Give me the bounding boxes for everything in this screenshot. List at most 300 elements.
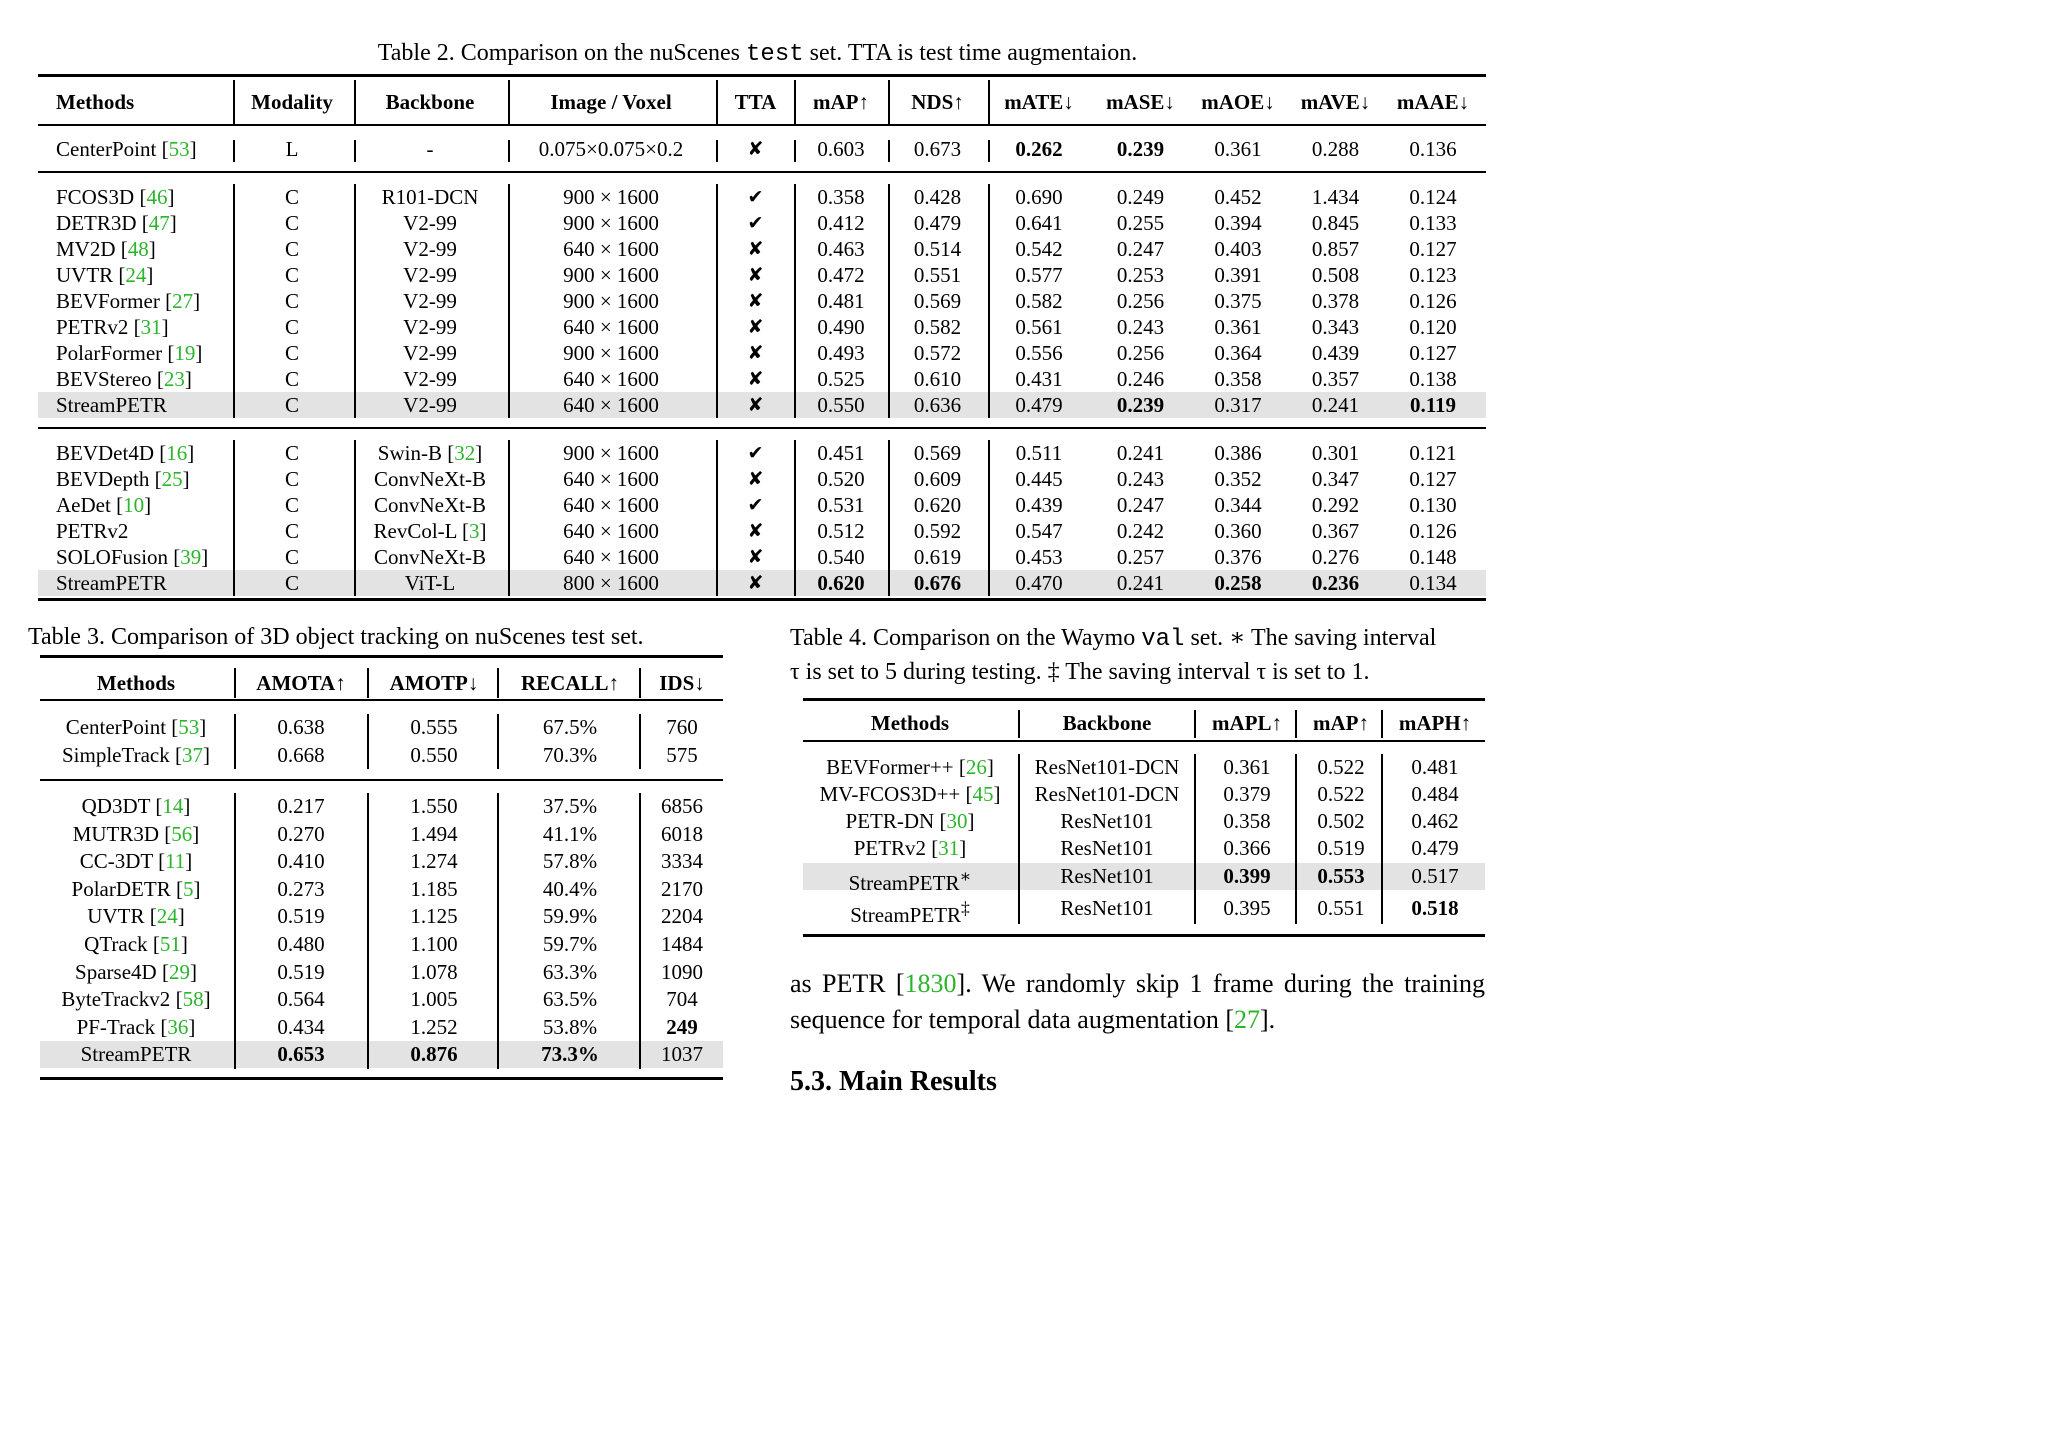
table3-cell-recall bbox=[502, 821, 638, 848]
cell-text: 2170 bbox=[661, 876, 703, 901]
table2-header-10 bbox=[1288, 80, 1383, 124]
cell-text: 0.239 bbox=[1116, 137, 1165, 161]
cell-text: 640 × 1600 bbox=[563, 393, 659, 417]
cell-text: 0.592 bbox=[913, 519, 962, 543]
cell-text: PF-Track bbox=[76, 1014, 156, 1039]
table2-cell-res bbox=[508, 570, 714, 596]
table2-cell-mAAE bbox=[1383, 314, 1483, 340]
table2-cell-method: AeDet [10] bbox=[56, 493, 152, 517]
cell-text: SimpleTrack bbox=[62, 742, 170, 767]
citation: 24 bbox=[156, 904, 178, 929]
table2-header-4 bbox=[718, 80, 793, 124]
table2-cell-mASE bbox=[1093, 570, 1188, 596]
table2-cell-mAVE bbox=[1288, 392, 1383, 418]
table2-cell-res bbox=[508, 262, 714, 288]
table2-cell-mAOE bbox=[1188, 210, 1288, 236]
table3-cell-amotp bbox=[370, 959, 498, 986]
table2-cell-tta bbox=[718, 366, 793, 392]
table-rule bbox=[40, 1077, 723, 1080]
cell-text: ResNet101-DCN bbox=[1034, 782, 1180, 806]
cell-text: 1090 bbox=[661, 959, 703, 984]
cell-text: 0.247 bbox=[1116, 237, 1165, 261]
table2-cell-backbone bbox=[356, 262, 504, 288]
cell-text: QD3DT bbox=[81, 794, 151, 818]
table4-caption: Table 4. Comparison on the Waymo val set. ∗ The saving interval τ is set to 5 during testing. ‡ The saving interval τ is set to 1. bbox=[790, 625, 1437, 685]
cell-text: V2-99 bbox=[403, 211, 457, 235]
table2-cell-tta bbox=[718, 288, 793, 314]
cell-text: ByteTrackv2 bbox=[61, 987, 171, 1012]
table2-cell-modality bbox=[233, 570, 351, 596]
table3-cell-amotp bbox=[370, 848, 498, 875]
table2-cell-NDS bbox=[890, 392, 985, 418]
table2-cell-method: PETRv2 [31] bbox=[56, 315, 169, 339]
cell-text: V2-99 bbox=[403, 341, 457, 365]
cell-text: AMOTP↓ bbox=[389, 671, 479, 695]
cell-text: 63.5% bbox=[542, 987, 598, 1012]
table3-row bbox=[40, 848, 723, 875]
column-separator bbox=[794, 440, 796, 596]
table2-cell-mAVE bbox=[1288, 544, 1383, 570]
cell-text: CC-3DT bbox=[79, 849, 153, 874]
table4-header-2 bbox=[1197, 710, 1297, 737]
column-separator bbox=[1018, 710, 1020, 738]
table2-cell-mASE bbox=[1093, 466, 1188, 492]
cell-text: 0.479 bbox=[1015, 393, 1063, 417]
table4-cell-backbone bbox=[1021, 835, 1193, 862]
column-separator bbox=[639, 714, 641, 769]
table3-row bbox=[40, 714, 723, 741]
cell-text: 640 × 1600 bbox=[563, 237, 659, 261]
cell-text: 0.479 bbox=[913, 211, 962, 235]
cell-text: MV2D bbox=[56, 237, 116, 261]
table3-cell-method: Sparse4D [29] bbox=[75, 959, 197, 984]
cell-text: 0.553 bbox=[1317, 864, 1365, 888]
table2-cell-tta bbox=[718, 492, 793, 518]
table2-cell-modality bbox=[233, 262, 351, 288]
column-separator bbox=[988, 184, 990, 418]
table2-cell-method: UVTR [24] bbox=[56, 263, 154, 287]
table2-cell-mATE bbox=[988, 210, 1090, 236]
table2-cell-mAAE bbox=[1383, 440, 1483, 466]
citation: 36 bbox=[167, 1014, 189, 1039]
table2-cell-mASE bbox=[1093, 392, 1188, 418]
table2-cell-mAP bbox=[796, 136, 886, 162]
table3-cell-amota bbox=[236, 821, 366, 848]
cell-text: 0.360 bbox=[1214, 519, 1262, 543]
table2-cell-mAAE bbox=[1383, 340, 1483, 366]
table4-cell-backbone bbox=[1021, 863, 1193, 890]
table2-row bbox=[38, 210, 1486, 236]
table2-cell-tta bbox=[718, 136, 793, 162]
table2-cell-mATE bbox=[988, 288, 1090, 314]
table2-cell-mAOE bbox=[1188, 136, 1288, 162]
cell-text: Backbone bbox=[385, 90, 475, 114]
cell-text: 73.3% bbox=[541, 1042, 599, 1067]
table2-cell-res bbox=[508, 440, 714, 466]
cell-text: 0.242 bbox=[1116, 519, 1165, 543]
table2-cell-modality bbox=[233, 366, 351, 392]
cell-text: 0.518 bbox=[1411, 896, 1459, 920]
cell-text: 0.547 bbox=[1015, 519, 1063, 543]
cell-text: 0.481 bbox=[1411, 755, 1459, 779]
table2-cell-mAP bbox=[796, 492, 886, 518]
cell-text: 0.138 bbox=[1409, 367, 1457, 391]
cell-text: 0.439 bbox=[1311, 341, 1360, 365]
cell-text: 1.185 bbox=[410, 876, 458, 901]
table2-cell-mAOE bbox=[1188, 466, 1288, 492]
table4-cell-map bbox=[1299, 863, 1383, 890]
table3-cell-recall bbox=[502, 986, 638, 1013]
cell-text: 0.462 bbox=[1411, 809, 1459, 833]
cell-text: 0.256 bbox=[1116, 341, 1165, 365]
table3-cell-method: SimpleTrack [37] bbox=[62, 742, 210, 767]
column-separator bbox=[508, 184, 510, 418]
table2-cell-mATE bbox=[988, 440, 1090, 466]
cell-text: 0.434 bbox=[277, 1014, 325, 1039]
table4-cell-maph bbox=[1385, 754, 1485, 781]
table2-row bbox=[38, 136, 1486, 162]
cell-text: mAAE↓ bbox=[1396, 90, 1470, 114]
citation: 25 bbox=[161, 467, 183, 491]
cell-text: 0.653 bbox=[277, 1042, 325, 1067]
cell-text: DETR3D bbox=[56, 211, 137, 235]
cell-text: mAPL↑ bbox=[1212, 711, 1282, 735]
table2-cell-mAP bbox=[796, 236, 886, 262]
table4-cell-method: PETR-DN [30] bbox=[845, 809, 975, 833]
table4-cell-method bbox=[803, 895, 1017, 927]
table3-cell-amotp bbox=[370, 1014, 498, 1041]
table2-row bbox=[38, 340, 1486, 366]
cell-text: 0.550 bbox=[817, 393, 865, 417]
cell-text: 0.463 bbox=[817, 237, 865, 261]
citation: 48 bbox=[127, 237, 149, 261]
cell-text: 0.431 bbox=[1015, 367, 1063, 391]
table3-cell-ids bbox=[642, 959, 722, 986]
cell-text: ✘ bbox=[747, 572, 764, 594]
citation: 3 bbox=[468, 519, 480, 543]
table4-cell-maph bbox=[1385, 863, 1485, 890]
cell-text: 0.620 bbox=[817, 571, 865, 595]
table2-cell-tta bbox=[718, 518, 793, 544]
cell-text: 3334 bbox=[661, 849, 703, 874]
cell-text: 0.484 bbox=[1411, 782, 1459, 806]
table2-cell-backbone bbox=[356, 288, 504, 314]
table2-cell-tta bbox=[718, 184, 793, 210]
table2-cell-res bbox=[508, 366, 714, 392]
column-separator bbox=[988, 80, 990, 124]
cell-text: 0.246 bbox=[1116, 367, 1165, 391]
table2-cell-mAAE bbox=[1383, 210, 1483, 236]
column-separator bbox=[354, 440, 356, 596]
cell-text: 0.512 bbox=[817, 519, 865, 543]
table2-cell-mAP bbox=[796, 288, 886, 314]
table2-cell-mAP bbox=[796, 210, 886, 236]
table2-cell-tta bbox=[718, 544, 793, 570]
table2-cell-method: SOLOFusion [39] bbox=[56, 545, 209, 569]
table4-cell-maph bbox=[1385, 835, 1485, 862]
table2-cell-mAAE bbox=[1383, 570, 1483, 596]
cell-text: IDS↓ bbox=[659, 671, 705, 695]
cell-text: ✘ bbox=[747, 342, 764, 364]
cell-text: 900 × 1600 bbox=[563, 263, 659, 287]
table2-cell-mASE bbox=[1093, 210, 1188, 236]
cell-text: C bbox=[284, 393, 299, 417]
table-rule bbox=[38, 171, 1486, 173]
table3-cell-recall bbox=[502, 714, 638, 741]
table2-header-1 bbox=[233, 80, 351, 124]
table3-cell-method: ByteTrackv2 [58] bbox=[61, 987, 211, 1012]
table2-cell-mAOE bbox=[1188, 236, 1288, 262]
body-paragraph: as PETR [1830]. We randomly skip 1 frame during the training sequence for temporal data augmentation [27]. bbox=[790, 969, 1485, 1034]
table2-cell-mAP bbox=[796, 466, 886, 492]
cell-text: 0.148 bbox=[1409, 545, 1457, 569]
table2-cell-tta bbox=[718, 236, 793, 262]
table2-header-5 bbox=[796, 80, 886, 124]
table3-cell-ids bbox=[642, 1014, 722, 1041]
column-separator bbox=[234, 668, 236, 698]
table2-cell-method: DETR3D [47] bbox=[56, 211, 177, 235]
table2-cell-modality bbox=[233, 236, 351, 262]
table3-cell-amota bbox=[236, 876, 366, 903]
table2-cell-NDS bbox=[890, 492, 985, 518]
cell-text: 0.493 bbox=[817, 341, 865, 365]
column-separator bbox=[497, 668, 499, 698]
column-separator bbox=[716, 140, 718, 162]
table2-cell-res bbox=[508, 518, 714, 544]
cell-text: 0.410 bbox=[277, 849, 325, 874]
cell-text: QTrack bbox=[84, 932, 148, 956]
cell-text: 0.609 bbox=[913, 467, 962, 491]
table2-cell-res bbox=[508, 492, 714, 518]
table3-row bbox=[40, 821, 723, 848]
cell-text: 1.252 bbox=[410, 1014, 458, 1039]
cell-text: 0.845 bbox=[1311, 211, 1360, 235]
table2-cell-tta bbox=[718, 570, 793, 596]
table2-cell-res bbox=[508, 466, 714, 492]
table4-cell-mapl bbox=[1197, 895, 1297, 922]
table2-cell-tta bbox=[718, 466, 793, 492]
table2-cell-mAOE bbox=[1188, 340, 1288, 366]
table3-cell-amota bbox=[236, 959, 366, 986]
cell-text: Image / Voxel bbox=[550, 90, 672, 114]
cell-text: mAP↑ bbox=[813, 90, 869, 114]
cell-text: C bbox=[284, 467, 299, 491]
cell-text: 0.453 bbox=[1015, 545, 1063, 569]
cell-text: C bbox=[284, 185, 299, 209]
cell-text: 0.556 bbox=[1015, 341, 1063, 365]
table4-cell-map bbox=[1299, 781, 1383, 808]
cell-text: ConvNeXt-B bbox=[374, 545, 486, 569]
cell-text: 0.480 bbox=[277, 932, 325, 956]
cell-text: 0.347 bbox=[1311, 467, 1360, 491]
cell-text: R101-DCN bbox=[381, 185, 479, 209]
table2-cell-mAP bbox=[796, 366, 886, 392]
cell-text: 0.367 bbox=[1311, 519, 1360, 543]
column-separator bbox=[497, 714, 499, 769]
table3-cell-amota bbox=[236, 931, 366, 958]
citation: 30 bbox=[946, 809, 968, 833]
table2-cell-mAAE bbox=[1383, 262, 1483, 288]
table4-cell-mapl bbox=[1197, 835, 1297, 862]
column-separator bbox=[794, 140, 796, 162]
cell-text: ✔ bbox=[747, 186, 764, 208]
table-rule bbox=[38, 598, 1486, 601]
cell-text: 0.577 bbox=[1015, 263, 1063, 287]
column-separator bbox=[508, 80, 510, 124]
cell-text: 640 × 1600 bbox=[563, 315, 659, 339]
cell-text: C bbox=[284, 441, 299, 465]
cell-text: 0.391 bbox=[1214, 263, 1262, 287]
cell-text: 67.5% bbox=[542, 715, 598, 739]
table2-row bbox=[38, 314, 1486, 340]
citation: 29 bbox=[168, 959, 190, 984]
table2-cell-method: BEVDet4D [16] bbox=[56, 441, 195, 465]
table2-cell-mAP bbox=[796, 314, 886, 340]
table2-cell-mAAE bbox=[1383, 184, 1483, 210]
table2-cell-mASE bbox=[1093, 492, 1188, 518]
table2-cell-mAOE bbox=[1188, 314, 1288, 340]
table3-cell-amotp bbox=[370, 876, 498, 903]
table3-cell-method: QTrack [51] bbox=[84, 932, 188, 956]
cell-text: 1.125 bbox=[410, 904, 458, 929]
cell-text: 1.494 bbox=[410, 821, 458, 846]
cell-text: StreamPETR bbox=[56, 571, 167, 595]
column-separator bbox=[716, 80, 718, 124]
table2-cell-backbone bbox=[356, 340, 504, 366]
cell-text: mAVE↓ bbox=[1300, 90, 1371, 114]
cell-text: 0.399 bbox=[1223, 864, 1271, 888]
table2-cell-mAOE bbox=[1188, 184, 1288, 210]
column-separator bbox=[508, 440, 510, 596]
column-separator bbox=[233, 184, 235, 418]
table2-cell-mAVE bbox=[1288, 492, 1383, 518]
cell-text: 0.134 bbox=[1409, 571, 1457, 595]
cell-text: 0.358 bbox=[1214, 367, 1262, 391]
cell-text: V2-99 bbox=[403, 315, 457, 339]
table2-cell-mAVE bbox=[1288, 184, 1383, 210]
cell-text: 0.452 bbox=[1214, 185, 1262, 209]
table2-cell-NDS bbox=[890, 210, 985, 236]
table3-cell-amotp bbox=[370, 986, 498, 1013]
table4-cell-backbone bbox=[1021, 781, 1193, 808]
table3-cell-amota bbox=[236, 1041, 366, 1068]
cell-text: 0.522 bbox=[1317, 755, 1365, 779]
cell-text: 0.288 bbox=[1311, 137, 1360, 161]
cell-text: 640 × 1600 bbox=[563, 367, 659, 391]
table2-cell-mASE bbox=[1093, 314, 1188, 340]
footnote-mark: ∗ bbox=[959, 866, 972, 886]
cell-text: 0.217 bbox=[277, 794, 325, 818]
cell-text: 0.638 bbox=[277, 715, 325, 739]
column-separator bbox=[497, 793, 499, 1069]
table2-cell-res bbox=[508, 136, 714, 162]
cell-text: 40.4% bbox=[542, 876, 598, 901]
table2-header-7 bbox=[988, 80, 1090, 124]
table2-cell-backbone bbox=[356, 570, 504, 596]
table2-cell-mATE bbox=[988, 262, 1090, 288]
cell-text: 0.241 bbox=[1116, 571, 1165, 595]
citation: 39 bbox=[180, 545, 202, 569]
cell-text: 0.386 bbox=[1214, 441, 1262, 465]
cell-text: 0.361 bbox=[1214, 137, 1262, 161]
table3-cell-ids bbox=[642, 1041, 722, 1068]
column-separator bbox=[888, 184, 890, 418]
cell-text: C bbox=[284, 571, 299, 595]
cell-text: ✘ bbox=[747, 546, 764, 568]
cell-text: 0.439 bbox=[1015, 493, 1063, 517]
table3-row bbox=[40, 903, 723, 930]
cell-text: 0.531 bbox=[817, 493, 865, 517]
cell-text: 0.525 bbox=[817, 367, 865, 391]
column-separator bbox=[1018, 754, 1020, 924]
cell-text: 6856 bbox=[661, 794, 703, 818]
citation: 19 bbox=[174, 341, 196, 365]
cell-text: 0.481 bbox=[817, 289, 865, 313]
cell-text: 0.121 bbox=[1409, 441, 1457, 465]
table3-row bbox=[40, 793, 723, 820]
table3-header-2 bbox=[370, 670, 498, 697]
table2-header-8 bbox=[1093, 80, 1188, 124]
table3-cell-method: CenterPoint [53] bbox=[65, 715, 207, 739]
table2-cell-tta bbox=[718, 314, 793, 340]
table2-header-row bbox=[38, 80, 1486, 124]
cell-text: BEVDepth bbox=[56, 467, 150, 491]
table2-cell-modality bbox=[233, 492, 351, 518]
cell-text: 0.641 bbox=[1015, 211, 1063, 235]
table2-cell-mAVE bbox=[1288, 262, 1383, 288]
table2-cell-mAAE bbox=[1383, 236, 1483, 262]
table2-cell-mATE bbox=[988, 570, 1090, 596]
cell-text: 59.9% bbox=[542, 904, 598, 929]
table4-header-4 bbox=[1385, 710, 1485, 737]
column-separator bbox=[233, 140, 235, 162]
column-separator bbox=[1194, 754, 1196, 924]
cell-text: 900 × 1600 bbox=[563, 341, 659, 365]
table3-cell-amotp bbox=[370, 742, 498, 769]
citation: 31 bbox=[140, 315, 162, 339]
table4-cell-mapl bbox=[1197, 808, 1297, 835]
column-separator bbox=[1381, 754, 1383, 924]
cell-text: 900 × 1600 bbox=[563, 441, 659, 465]
table-rule bbox=[803, 934, 1485, 937]
table3-cell-method: PF-Track [36] bbox=[76, 1014, 196, 1039]
cell-text: 0.241 bbox=[1116, 441, 1165, 465]
cell-text: 0.519 bbox=[277, 904, 325, 929]
table3-row bbox=[40, 931, 723, 958]
column-separator bbox=[716, 440, 718, 596]
cell-text: 0.361 bbox=[1214, 315, 1262, 339]
cell-text: 1.274 bbox=[410, 849, 458, 874]
cell-text: RECALL↑ bbox=[520, 671, 620, 695]
table3-cell-method: QD3DT [14] bbox=[81, 794, 191, 818]
table2-cell-backbone: RevCol-L [3] bbox=[373, 519, 487, 543]
citation: 27 bbox=[172, 289, 194, 313]
cell-text: 0.364 bbox=[1214, 341, 1262, 365]
table2-cell-res bbox=[508, 184, 714, 210]
cell-text: ResNet101 bbox=[1060, 836, 1154, 860]
table-rule bbox=[40, 655, 723, 658]
cell-text: BEVStereo bbox=[56, 367, 152, 391]
citation: 5 bbox=[182, 876, 194, 901]
table2-cell-method: MV2D [48] bbox=[56, 237, 156, 261]
table2-row bbox=[38, 440, 1486, 466]
cell-text: 53.8% bbox=[542, 1014, 598, 1039]
table2-cell-NDS bbox=[890, 314, 985, 340]
table4-cell-method: BEVFormer++ [26] bbox=[826, 755, 994, 779]
cell-text: 0.130 bbox=[1409, 493, 1457, 517]
table4-cell-map bbox=[1299, 835, 1383, 862]
cell-text: 0.352 bbox=[1214, 467, 1262, 491]
